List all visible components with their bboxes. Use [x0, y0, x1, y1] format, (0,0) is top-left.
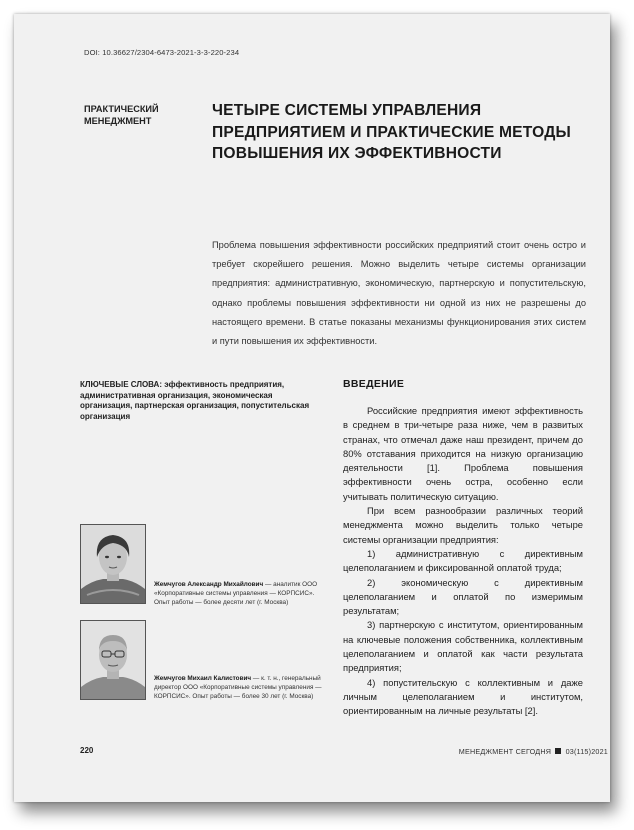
- list-item: 3) партнерскую с институтом, ориентированным на ключевые положения собственника, коллективным целеполаганием и оплатой как части результата предприятия;: [343, 619, 583, 674]
- intro-body: [343, 404, 583, 719]
- abstract: Проблема повышения эффективности российских предприятий стоит очень остро и требует скорейшего решения. Можно выделить четыре системы организации предприятия: административную, экономическую, партнерскую и попустительскую, однако проблемы повышения эффективности ни одной из них не разрешены до настоящего времени. В статье показаны механизмы функционирования этих систем и пути повышения их эффективности.: [212, 240, 586, 347]
- journal-name: МЕНЕДЖМЕНТ СЕГОДНЯ: [458, 747, 552, 756]
- section-label: ПРАКТИЧЕСКИЙ МЕНЕДЖМЕНТ: [84, 104, 159, 126]
- journal-issue: 03(115)2021: [565, 747, 608, 756]
- author-info: [154, 580, 330, 608]
- square-separator-icon: [555, 748, 561, 754]
- author-photo: [80, 524, 146, 604]
- doi-line: DOI: 10.36627/2304-6473-2021-3-3-220-234: [84, 48, 240, 57]
- intro-heading: ВВЕДЕНИЕ: [343, 378, 405, 390]
- article-title: ЧЕТЫРЕ СИСТЕМЫ УПРАВЛЕНИЯ ПРЕДПРИЯТИЕМ И ПРАКТИЧЕСКИЕ МЕТОДЫ ПОВЫШЕНИЯ ИХ ЭФФЕКТИВНОСТИ: [212, 102, 571, 162]
- author-photo: [80, 620, 146, 700]
- keywords: КЛЮЧЕВЫЕ СЛОВА: эффективность предприятия, административная организация, экономическая организация, партнерская организация, попустительская организация: [80, 380, 310, 421]
- list-item: 1) административную с директивным целеполаганием и фиксированной оплатой труда;: [343, 547, 583, 574]
- page-number: 220: [80, 746, 94, 755]
- journal-footer: [459, 747, 608, 756]
- list-item: 4) попустительскую с коллективным и даже личным целеполаганием и институтом, ориентированным на личные результаты [2].: [343, 676, 583, 717]
- author-info: [154, 674, 330, 702]
- author-description: — к. т. н., генеральный директор ООО «Корпоративные системы управления — КОРПСИС». Опыт работы — более 30 лет (г. Москва): [154, 675, 322, 701]
- list-item: 2) экономическую с директивным целеполаганием и оплатой по измеримым результатам;: [343, 576, 583, 617]
- author-name: Жемчугов Александр Михайлович: [154, 581, 264, 588]
- paragraph: Российские предприятия имеют эффективность в среднем в три-четыре раза ниже, чем в развитых странах, что отмечал даже наш президент, причем до 80% отставания приходится на низкую организацию деятельности [1]. Проблема повышения эффективности очень остра, особенно если учитывать политическую ситуацию.: [343, 405, 583, 502]
- author-name: Жемчугов Михаил Калистович: [154, 675, 252, 682]
- paragraph: При всем разнообразии различных теорий менеджмента можно выделить только четыре системы организации предприятия:: [343, 505, 583, 545]
- author-description: — аналитик ООО «Корпоративные системы управления — КОРПСИС». Опыт работы — более десяти лет (г. Москва): [154, 581, 318, 607]
